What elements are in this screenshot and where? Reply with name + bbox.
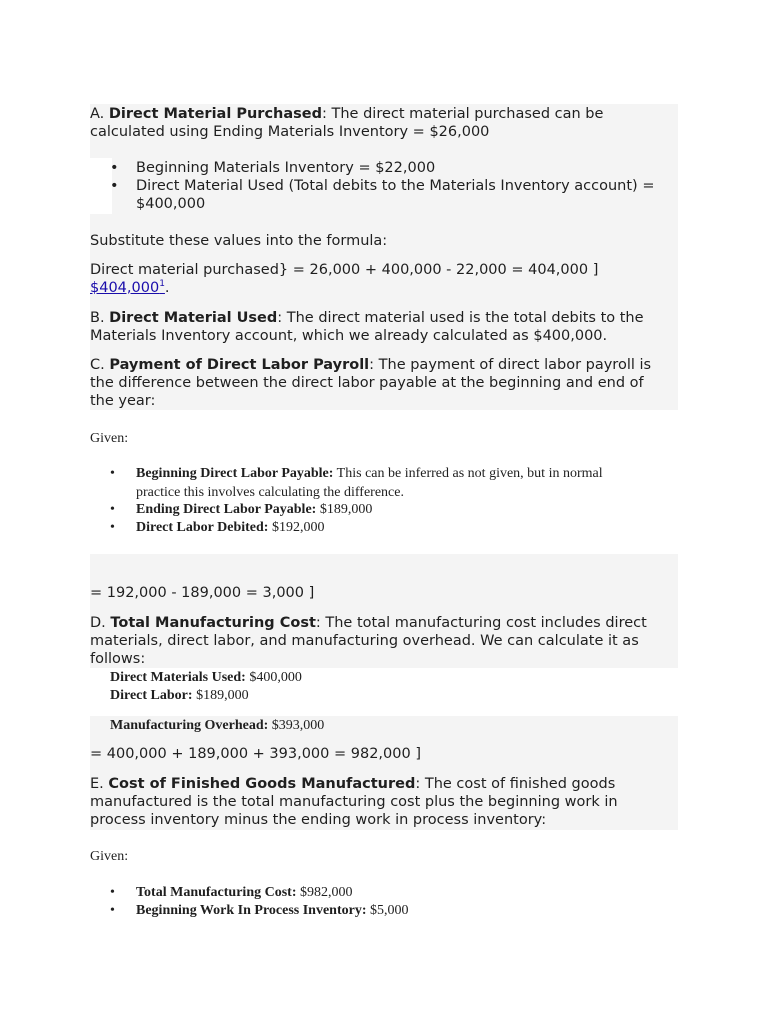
section-d-line2: materials, direct labor, and manufacturing overhead. We can calculate it as — [90, 633, 639, 649]
section-a-title: Direct Material Purchased — [108, 106, 323, 122]
section-c-title: Payment of Direct Labor Payroll — [109, 357, 370, 373]
given-label-c: Given: — [90, 431, 129, 446]
section-b-title: Direct Material Used — [109, 310, 278, 326]
substitute-text: Substitute these values into the formula: — [90, 233, 388, 249]
section-e-line2: manufactured is the total manufacturing cost plus the beginning work in — [90, 794, 618, 810]
section-d-title: Total Manufacturing Cost — [110, 615, 316, 631]
section-d-heading: D. Total Manufacturing Cost: The total manufacturing cost includes direct — [90, 615, 647, 631]
section-c-heading: C. Payment of Direct Labor Payroll: The payment of direct labor payroll is — [90, 357, 652, 373]
formula-text: Direct material purchased} = 26,000 + 400,000 - 22,000 = 404,000 ] — [90, 262, 599, 278]
section-a-heading: A. Direct Material Purchased: The direct material purchased can be — [90, 106, 604, 122]
given-label-e: Given: — [90, 849, 129, 864]
section-e-heading: E. Cost of Finished Goods Manufactured: The cost of finished goods — [90, 776, 616, 792]
shade-block-2 — [90, 554, 678, 668]
list-item: Direct Materials Used: $400,000 — [110, 670, 302, 685]
list-item: Direct Labor: $189,000 — [110, 688, 249, 703]
section-d-line3: follows: — [90, 651, 146, 667]
section-c-result: = 192,000 - 189,000 = 3,000 ] — [90, 585, 315, 601]
section-a-intro-line2: calculated using Ending Materials Inventory = $26,000 — [90, 124, 490, 140]
section-b-line2: Materials Inventory account, which we already calculated as $400,000. — [90, 328, 608, 344]
result-line: $404,000$^1$. — [90, 279, 170, 296]
section-e-title: Cost of Finished Goods Manufactured — [108, 776, 416, 792]
section-b-heading: B. Direct Material Used: The direct material used is the total debits to the — [90, 310, 644, 326]
section-d-result: = 400,000 + 189,000 + 393,000 = 982,000 ] — [90, 746, 421, 762]
list-item: Manufacturing Overhead: $393,000 — [110, 718, 325, 733]
result-link[interactable]: $404,000$^1$ — [90, 279, 165, 296]
section-c-line2: the difference between the direct labor payable at the beginning and end of — [90, 375, 644, 391]
section-e-line3: process inventory minus the ending work in process inventory: — [90, 812, 547, 828]
document-page: A. Direct Material Purchased: The direct material purchased can be calculated using Ending Materials Inventory = $26,000 • Beginning Materials Inventory = $22,000 • Direct Material Used (Total debits to the Materials Inventory account) = $400,000 Substitute these values into the formula: Direct material purchased} = 26,000 + 400,000 - 22,000 = 404,000 ] $404,000$^1$. B. Direct Material Used: The direct material used is the total debits to the Materials Inventory account, which we already calculated as $400,000. C. Payment of Direct Labor Payroll: The payment of direct labor payroll is the difference between the direct labor payable at the beginning and end of the year: Given: • Beginning Direct Labor Payable: This can be inferred as not given, but in normal practice this involves calculating the difference. • Ending Direct Labor Payable: $189,000 • Direct Labor Debited: $192,000 = 192,000 - 189,000 = 3,000 ] D. Total Manufacturing Cost: The total manufacturing cost includes direct materials, direct labor, and manufacturing overhead. We can calculate it as follows: Direct Materials Used: $400,000 Direct Labor: $189,000 Manufacturing Overhead: $393,000 = 400,000 + 189,000 + 393,000 = 982,000 ] E. Cost of Finished Goods Manufactured: The cost of finished goods manufactured is the total manufacturing cost plus the beginning work in process inventory minus the ending work in process inventory: Given: • Total Manufacturing Cost: $982,000 • Beginning Work In Process Inventory: $5,000 — [0, 0, 768, 1024]
section-c-line3: the year: — [90, 393, 156, 409]
shade-gap-mask — [90, 158, 112, 214]
